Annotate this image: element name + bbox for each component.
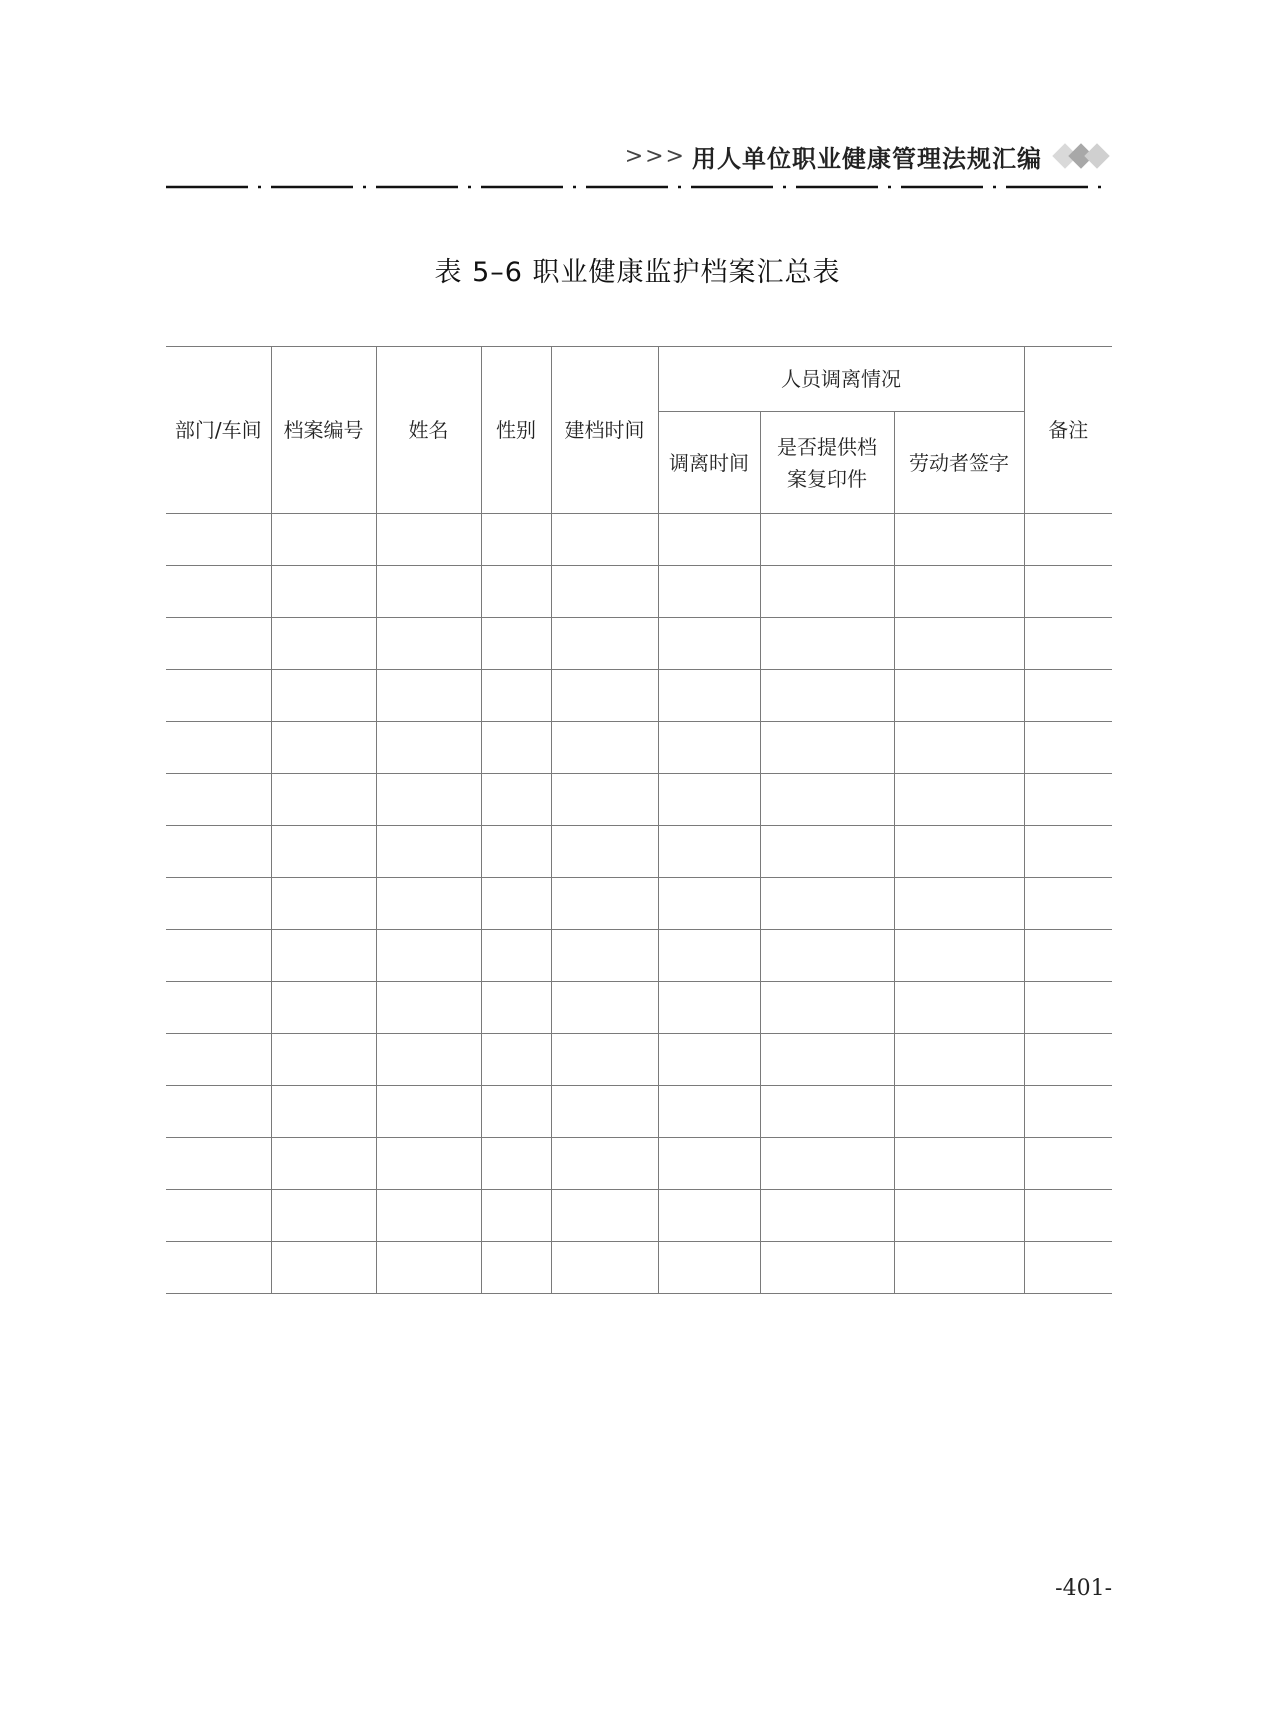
table-cell[interactable] [658,1086,760,1138]
table-cell[interactable] [481,982,551,1034]
table-cell[interactable] [760,930,894,982]
table-cell[interactable] [271,826,376,878]
table-cell[interactable] [166,878,271,930]
table-cell[interactable] [1024,878,1112,930]
table-cell[interactable] [376,1086,481,1138]
table-cell[interactable] [166,1034,271,1086]
table-cell[interactable] [658,618,760,670]
table-row [166,1138,1112,1190]
diamond-ornament-icon [1050,140,1110,172]
table-cell[interactable] [760,774,894,826]
table-cell[interactable] [481,826,551,878]
table-cell[interactable] [760,1138,894,1190]
header-worker-signature: 劳动者签字 [894,412,1024,514]
table-cell[interactable] [551,618,658,670]
table-cell[interactable] [894,1034,1024,1086]
table-cell[interactable] [271,1190,376,1242]
table-cell[interactable] [658,514,760,566]
table-cell[interactable] [658,722,760,774]
table-cell[interactable] [271,566,376,618]
table-cell[interactable] [376,826,481,878]
table-cell[interactable] [551,1138,658,1190]
table-cell[interactable] [1024,1242,1112,1294]
table-cell[interactable] [376,774,481,826]
table-row [166,1034,1112,1086]
table-cell[interactable] [894,566,1024,618]
page-number: -401- [1055,1576,1112,1601]
table-cell[interactable] [166,826,271,878]
table-cell[interactable] [376,618,481,670]
table-row [166,618,1112,670]
table-cell[interactable] [481,618,551,670]
table-cell[interactable] [551,774,658,826]
table-cell[interactable] [760,670,894,722]
table-cell[interactable] [166,1190,271,1242]
table-cell[interactable] [551,1086,658,1138]
table-row [166,670,1112,722]
table-cell[interactable] [1024,670,1112,722]
header-rule [166,183,1110,191]
table-cell[interactable] [271,878,376,930]
table-cell[interactable] [1024,566,1112,618]
table-cell[interactable] [271,514,376,566]
table-row [166,982,1112,1034]
table-cell[interactable] [658,1034,760,1086]
header-departure-group: 人员调离情况 [658,347,1024,412]
header-gender: 性别 [481,347,551,514]
table-cell[interactable] [894,618,1024,670]
table-cell[interactable] [376,1242,481,1294]
table-cell[interactable] [760,1086,894,1138]
table-cell[interactable] [658,774,760,826]
table-cell[interactable] [760,982,894,1034]
table-cell[interactable] [760,618,894,670]
table-cell[interactable] [551,1034,658,1086]
table-cell[interactable] [376,1138,481,1190]
table-cell[interactable] [658,1242,760,1294]
table-cell[interactable] [376,514,481,566]
header-name: 姓名 [376,347,481,514]
table-cell[interactable] [894,1190,1024,1242]
table-cell[interactable] [551,826,658,878]
table-cell[interactable] [481,722,551,774]
table-cell[interactable] [481,1190,551,1242]
table-row [166,514,1112,566]
table-cell[interactable] [376,1034,481,1086]
table-cell[interactable] [658,566,760,618]
table-cell[interactable] [376,982,481,1034]
table-cell[interactable] [271,722,376,774]
table-cell[interactable] [271,982,376,1034]
table-cell[interactable] [376,878,481,930]
table-cell[interactable] [658,1138,760,1190]
table-cell[interactable] [271,1034,376,1086]
table-cell[interactable] [551,722,658,774]
table-cell[interactable] [551,982,658,1034]
header-archive-number: 档案编号 [271,347,376,514]
table-row [166,774,1112,826]
table-row [166,930,1112,982]
table-cell[interactable] [481,1034,551,1086]
table-cell[interactable] [658,826,760,878]
table-cell[interactable] [894,982,1024,1034]
table-cell[interactable] [1024,982,1112,1034]
table-cell[interactable] [166,982,271,1034]
table-cell[interactable] [894,1242,1024,1294]
table-cell[interactable] [481,1086,551,1138]
table-cell[interactable] [166,566,271,618]
header-copy-provided [760,412,894,514]
table-row [166,1242,1112,1294]
chevron-prefix: >>> [624,143,686,169]
book-title: 用人单位职业健康管理法规汇编 [692,143,1042,173]
table-cell[interactable] [894,1086,1024,1138]
table-cell[interactable] [894,774,1024,826]
table-cell[interactable] [271,618,376,670]
table-cell[interactable] [481,566,551,618]
table-cell[interactable] [166,1138,271,1190]
table-cell[interactable] [166,930,271,982]
table-cell[interactable] [760,1190,894,1242]
table-cell[interactable] [760,722,894,774]
table-cell[interactable] [376,722,481,774]
table-cell[interactable] [551,1190,658,1242]
table-row [166,566,1112,618]
table-cell[interactable] [551,670,658,722]
table-cell[interactable] [271,1138,376,1190]
table-cell[interactable] [1024,722,1112,774]
table-row [166,826,1112,878]
table-cell[interactable] [481,1242,551,1294]
table-cell[interactable] [760,566,894,618]
table-body [166,514,1112,1294]
table-cell[interactable] [481,930,551,982]
table-cell[interactable] [271,1242,376,1294]
table-cell[interactable] [894,722,1024,774]
table-cell[interactable] [894,1138,1024,1190]
table-row [166,722,1112,774]
table-cell[interactable] [1024,1086,1112,1138]
table-cell[interactable] [166,514,271,566]
table-cell[interactable] [481,774,551,826]
table-cell[interactable] [481,670,551,722]
table-cell[interactable] [1024,826,1112,878]
table-cell[interactable] [760,878,894,930]
table-cell[interactable] [376,930,481,982]
table-row [166,878,1112,930]
header-remarks: 备注 [1024,347,1112,514]
table-cell[interactable] [166,1242,271,1294]
table-cell[interactable] [481,878,551,930]
table-cell[interactable] [376,670,481,722]
table-cell[interactable] [271,930,376,982]
table-cell[interactable] [894,878,1024,930]
table-cell[interactable] [658,1190,760,1242]
table-cell[interactable] [481,514,551,566]
table-cell[interactable] [1024,1138,1112,1190]
table-cell[interactable] [481,1138,551,1190]
table-cell[interactable] [271,774,376,826]
table-cell[interactable] [166,670,271,722]
table-cell[interactable] [166,1086,271,1138]
table-cell[interactable] [376,566,481,618]
table-cell[interactable] [551,566,658,618]
header-departure-time: 调离时间 [658,412,760,514]
table-cell[interactable] [658,878,760,930]
table-cell[interactable] [658,930,760,982]
table-cell[interactable] [894,514,1024,566]
table-row [166,1190,1112,1242]
table-cell[interactable] [166,774,271,826]
table-cell[interactable] [1024,930,1112,982]
table-cell[interactable] [894,826,1024,878]
header-archive-date: 建档时间 [551,347,658,514]
table-cell[interactable] [760,826,894,878]
table-cell[interactable] [658,982,760,1034]
table-cell[interactable] [760,1242,894,1294]
table-cell[interactable] [1024,514,1112,566]
table-cell[interactable] [551,930,658,982]
table-cell[interactable] [376,1190,481,1242]
table-row [166,1086,1112,1138]
health-record-summary-table [166,346,1112,1294]
table-cell[interactable] [551,514,658,566]
header-department: 部门/车间 [166,347,271,514]
table-cell[interactable] [1024,774,1112,826]
table-cell[interactable] [551,878,658,930]
table-cell[interactable] [551,1242,658,1294]
table-cell[interactable] [166,722,271,774]
running-header [625,138,1110,174]
table-cell[interactable] [271,670,376,722]
table-caption: 表 5–6 职业健康监护档案汇总表 [434,257,841,288]
table-cell[interactable] [1024,1190,1112,1242]
table-cell[interactable] [271,1086,376,1138]
table-cell[interactable] [1024,618,1112,670]
header-copy-provided-text: 是否提供档案复印件 [777,434,877,491]
table-cell[interactable] [760,514,894,566]
table-cell[interactable] [760,1034,894,1086]
table-cell[interactable] [894,670,1024,722]
table-cell[interactable] [166,618,271,670]
table-cell[interactable] [894,930,1024,982]
table-cell[interactable] [1024,1034,1112,1086]
table-cell[interactable] [658,670,760,722]
